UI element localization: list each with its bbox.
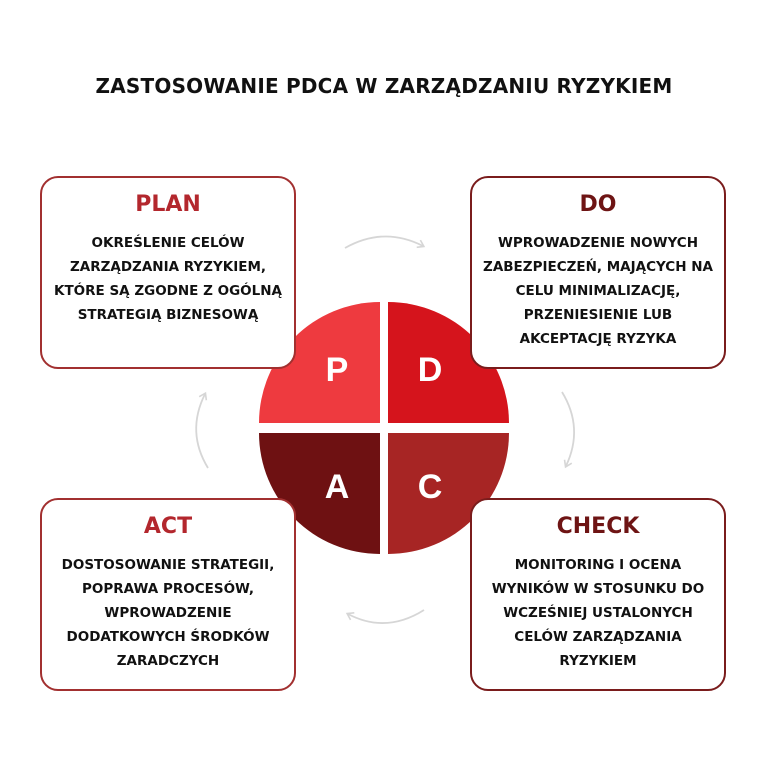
plan-description: OKREŚLENIE CELÓW ZARZĄDZANIA RYZYKIEM, KTÓRE SĄ ZGODNE Z OGÓLNĄ STRATEGIĄ BIZNESOWĄ (54, 235, 282, 323)
arrow-do-to-check (562, 392, 574, 466)
check-description: MONITORING I OCENA WYNIKÓW W STOSUNKU DO WCZEŚNIEJ USTALONYCH CELÓW ZARZĄDZANIA RYZYKIEM (491, 557, 705, 669)
wheel-letter-a: A (324, 468, 350, 506)
arrow-act-to-plan (196, 394, 208, 468)
check-heading: CHECK (556, 514, 640, 539)
check-card (470, 498, 726, 691)
wheel-letter-p: P (325, 351, 349, 389)
plan-card (40, 176, 296, 369)
wheel-letter-c: C (417, 468, 443, 506)
do-card (470, 176, 726, 369)
diagram-title: ZASTOSOWANIE PDCA W ZARZĄDZANIU RYZYKIEM (95, 74, 673, 98)
wheel-letter-d: D (417, 351, 443, 389)
plan-heading: PLAN (135, 192, 201, 217)
do-description: WPROWADZENIE NOWYCH ZABEZPIECZEŃ, MAJĄCYCH NA CELU MINIMALIZACJĘ, PRZENIESIENIE LUB AKCEPTACJĘ RYZYKA (483, 235, 713, 347)
arrow-check-to-act (348, 610, 424, 623)
do-heading: DO (579, 192, 617, 217)
arrow-plan-to-do (345, 236, 423, 248)
act-heading: ACT (143, 514, 193, 539)
act-card (40, 498, 296, 691)
act-description: DOSTOSOWANIE STRATEGII, POPRAWA PROCESÓW, WPROWADZENIE DODATKOWYCH ŚRODKÓW ZARADCZYCH (61, 557, 275, 669)
